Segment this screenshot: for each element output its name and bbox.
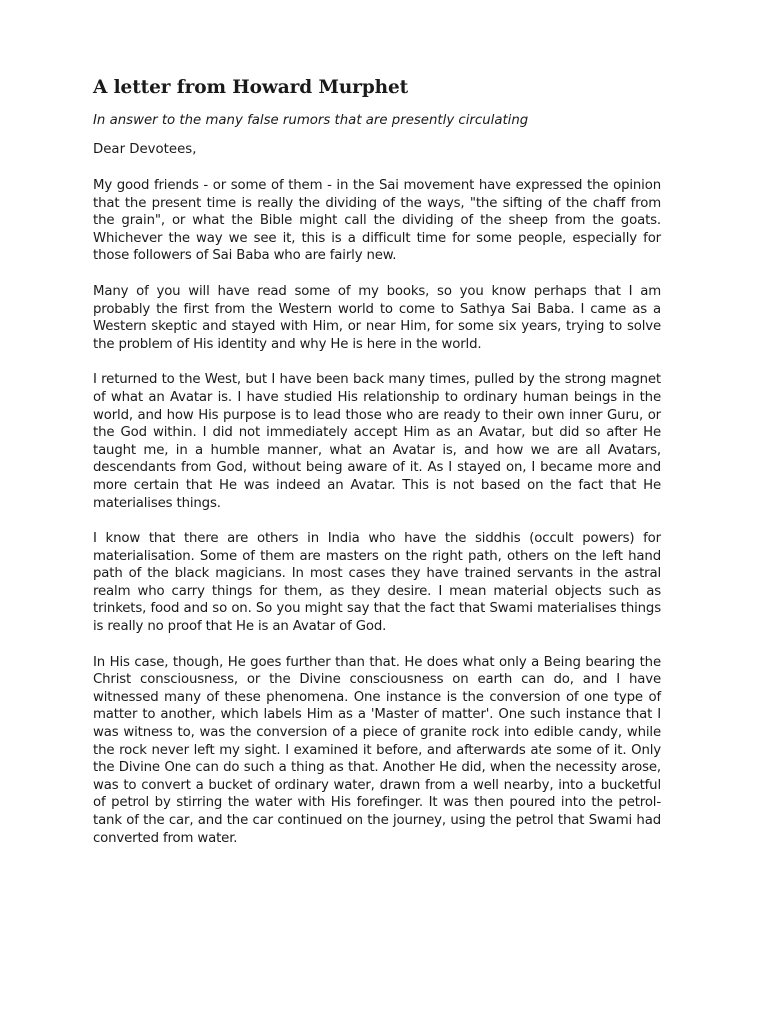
page-title: A letter from Howard Murphet (93, 77, 409, 98)
salutation: Dear Devotees, (93, 142, 197, 157)
letter-page (93, 76, 661, 865)
paragraph-2: Many of you will have read some of my books, so you know perhaps that I am probably the first from the Western world to come to Sathya Sai Baba. I came as a Western skeptic and stayed with Him, or near Him, for some six years, trying to solve the problem of His identity and why He is here in the world. (93, 283, 661, 352)
paragraph-4: I know that there are others in India who have the siddhis (occult powers) for materialisation. Some of them are masters on the right path, others on the left hand path of the black magicians. In most cases they have trained servants in the astral realm who carry things for them, as they desire. I mean material objects such as trinkets, food and so on. So you might say that the fact that Swami materialises things is really no proof that He is an Avatar of God. (93, 531, 661, 635)
paragraph-3: I returned to the West, but I have been back many times, pulled by the strong magnet of what an Avatar is. I have studied His relationship to ordinary human beings in the world, and how His purpose is to lead those who are ready to their own inner Guru, or the God within. I did not immediately accept Him as an Avatar, but did so after He taught me, in a humble manner, what an Avatar is, and how we are all Avatars, descendants from God, without being aware of it. As I stayed on, I became more and more certain that He was indeed an Avatar. This is not based on the fact that He materialises things. (93, 372, 661, 511)
subtitle: In answer to the many false rumors that are presently circulating (93, 113, 529, 128)
paragraph-1: My good friends - or some of them - in the Sai movement have expressed the opinion that the present time is really the dividing of the ways, "the sifting of the chaff from the grain", or what the Bible might call the dividing of the sheep from the goats. Whichever the way we see it, this is a difficult time for some people, especially for those followers of Sai Baba who are fairly new. (93, 178, 661, 264)
paragraph-5: In His case, though, He goes further than that. He does what only a Being bearing the Christ consciousness, or the Divine consciousness on earth can do, and I have witnessed many of these phenomena. One instance is the conversion of one type of matter to another, which labels Him as a 'Master of matter'. One such instance that I was witness to, was the conversion of a piece of granite rock into edible candy, while the rock never left my sight. I examined it before, and afterwards ate some of it. Only the Divine One can do such a thing as that. Another He did, when the necessity arose, was to convert a bucket of ordinary water, drawn from a well nearby, into a bucketful of petrol by stirring the water with His forefinger. It was then poured into the petrol-tank of the car, and the car continued on the journey, using the petrol that Swami had converted from water. (93, 654, 661, 846)
